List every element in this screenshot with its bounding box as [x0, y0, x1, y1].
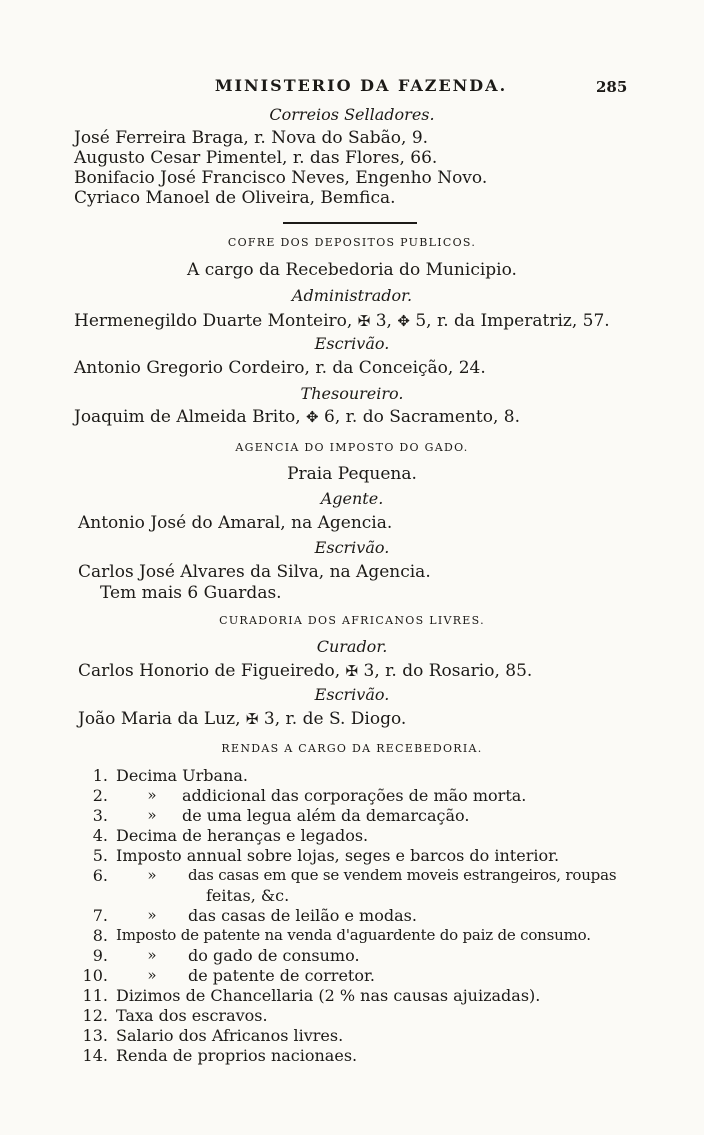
ditto-mark: » — [147, 866, 157, 884]
correios-heading: Correios Selladores. — [269, 105, 435, 124]
item-number: 3. — [92, 806, 108, 825]
item-text: Decima Urbana. — [116, 766, 249, 785]
curador-role: Curador. — [316, 637, 388, 656]
correios-person: Cyriaco Manoel de Oliveira, Bemfica. — [74, 188, 396, 208]
escrivao-role: Escrivão. — [314, 334, 390, 353]
item-text-continued: feitas, &c. — [206, 886, 290, 905]
escrivao-name: João Maria da Luz, — [78, 709, 241, 729]
item-text: do gado de consumo. — [188, 946, 360, 965]
item-text: addicional das corporações de mão morta. — [182, 786, 527, 805]
correios-person: Bonifacio José Francisco Neves, Engenho Novo. — [74, 168, 488, 188]
item-number: 14. — [82, 1046, 108, 1065]
item-number: 12. — [82, 1006, 108, 1025]
item-number: 6. — [92, 866, 108, 885]
thesoureiro-name: Joaquim de Almeida Brito, — [74, 407, 301, 427]
curador-entry — [78, 661, 532, 681]
ditto-mark: » — [147, 786, 157, 804]
item-number: 4. — [92, 826, 108, 845]
cross-icon: ✠ — [357, 312, 371, 330]
order-grade: 5, — [415, 311, 432, 331]
rose-order-icon: ✥ — [306, 408, 319, 426]
order-grade: 3, — [363, 661, 380, 681]
item-number: 10. — [82, 966, 108, 985]
item-text: de uma legua além da demarcação. — [182, 806, 470, 825]
escrivao-role: Escrivão. — [314, 685, 390, 704]
administrador-address: r. da Imperatriz, 57. — [436, 311, 610, 331]
administrador-role: Administrador. — [291, 286, 413, 305]
item-number: 5. — [92, 846, 108, 865]
correios-person: José Ferreira Braga, r. Nova do Sabão, 9. — [74, 128, 429, 148]
order-grade: 6, — [324, 407, 341, 427]
agencia-place: Praia Pequena. — [287, 464, 417, 484]
item-text: Dizimos de Chancellaria (2 % nas causas ajuizadas). — [116, 986, 541, 1005]
guards-note: Tem mais 6 Guardas. — [100, 583, 282, 603]
thesoureiro-address: r. do Sacramento, 8. — [345, 407, 521, 427]
section-rule — [283, 222, 417, 224]
cross-icon: ✠ — [245, 710, 259, 728]
cofre-subheading: A cargo da Recebedoria do Municipio. — [187, 260, 517, 280]
escrivao-role: Escrivão. — [314, 538, 390, 557]
ditto-mark: » — [147, 906, 157, 924]
agente-entry: Antonio José do Amaral, na Agencia. — [78, 513, 393, 533]
rendas-heading: RENDAS A CARGO DA RECEBEDORIA. — [221, 742, 483, 755]
item-number: 11. — [82, 986, 108, 1005]
agencia-heading: AGENCIA DO IMPOSTO DO GADO. — [235, 441, 469, 454]
page-number: 285 — [596, 78, 628, 96]
item-number: 1. — [92, 766, 108, 785]
ditto-mark: » — [147, 966, 157, 984]
thesoureiro-role: Thesoureiro. — [300, 384, 404, 403]
escrivao-entry — [78, 709, 406, 729]
item-text: Imposto de patente na venda d'aguardente do paiz de consumo. — [116, 926, 591, 944]
item-text: das casas de leilão e modas. — [188, 906, 417, 925]
cofre-heading: COFRE DOS DEPOSITOS PUBLICOS. — [227, 236, 477, 249]
order-grade: 3, — [263, 709, 281, 729]
item-number: 7. — [92, 906, 108, 925]
item-text: Renda de proprios nacionaes. — [116, 1046, 358, 1065]
item-number: 2. — [92, 786, 108, 805]
escrivao-address: r. de S. Diogo. — [285, 709, 407, 729]
item-text: das casas em que se vendem moveis estrangeiros, roupas — [188, 866, 617, 884]
item-number: 8. — [92, 926, 108, 945]
correios-person: Augusto Cesar Pimentel, r. das Flores, 66. — [74, 148, 438, 168]
curador-address: r. do Rosario, 85. — [385, 661, 533, 681]
curadoria-heading: CURADORIA DOS AFRICANOS LIVRES. — [219, 614, 485, 627]
curador-name: Carlos Honorio de Figueiredo, — [78, 661, 341, 681]
running-head: MINISTERIO DA FAZENDA. — [214, 76, 508, 95]
item-number: 13. — [82, 1026, 108, 1045]
administrador-name: Hermenegildo Duarte Monteiro, — [74, 311, 353, 331]
cross-icon: ✠ — [345, 662, 359, 680]
item-text: de patente de corretor. — [188, 966, 375, 985]
agente-role: Agente. — [320, 489, 384, 508]
rose-order-icon: ✥ — [397, 312, 410, 330]
thesoureiro-entry — [74, 407, 520, 427]
escrivao-entry: Carlos José Alvares da Silva, na Agencia. — [78, 562, 431, 582]
item-text: Taxa dos escravos. — [116, 1006, 268, 1025]
administrador-entry — [74, 311, 610, 331]
ditto-mark: » — [147, 946, 157, 964]
escrivao-entry: Antonio Gregorio Cordeiro, r. da Conceição, 24. — [74, 358, 486, 378]
item-text: Salario dos Africanos livres. — [116, 1026, 344, 1045]
item-text: Imposto annual sobre lojas, seges e barcos do interior. — [116, 846, 560, 865]
item-number: 9. — [92, 946, 108, 965]
item-text: Decima de heranças e legados. — [116, 826, 369, 845]
order-grade: 3, — [375, 311, 392, 331]
ditto-mark: » — [147, 806, 157, 824]
